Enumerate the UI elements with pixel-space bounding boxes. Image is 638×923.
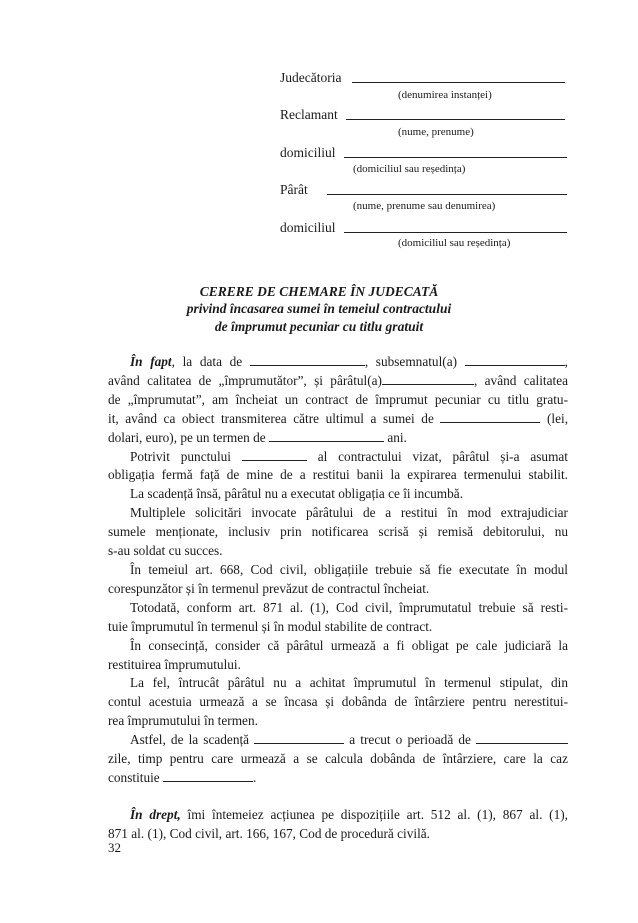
sum-blank [440, 411, 540, 423]
term-blank [269, 430, 384, 442]
point-blank [242, 449, 307, 461]
paragraph-2-line-2: obligația fermă față de mine de a restitui banii la expirarea termenului stabilit. [108, 467, 568, 483]
plaintiff-domicile-label: domiciliul [280, 145, 336, 160]
paragraph-6-line-2: tuie împrumutul în termenul și în modul stabilite de contract. [108, 618, 433, 634]
interest-blank [163, 770, 253, 782]
facts-line-3: de „împrumutat”, am încheiat un contract de împrumut pecuniar cu titlu gratu- [108, 391, 568, 407]
plaintiff-domicile-note: (domiciliul sau reședința) [353, 163, 466, 175]
plaintiff-blank [346, 119, 565, 120]
paragraph-8-line-2: contul acestuia urmează a se încasa și dobânda de întârziere pentru nerestitui- [108, 694, 568, 710]
paragraph-9-line-2: zile, timp pentru care urmează a se calcula dobânda de întârziere, care la caz [108, 751, 568, 767]
court-note: (denumirea instanței) [398, 89, 492, 101]
defendant-domicile-blank [344, 232, 567, 233]
paragraph-8-line-1: La fel, întrucât pârâtul nu a achitat împrumutul în termenul stipulat, din [130, 675, 568, 691]
law-line-1: În drept, îmi întemeiez acțiunea pe dispozițiile art. 512 al. (1), 867 al. (1), [130, 806, 568, 822]
date-blank [250, 354, 365, 366]
period-blank [476, 732, 568, 744]
facts-heading: În fapt [130, 354, 172, 369]
paragraph-2-line-1: Potrivit punctului al contractului vizat, pârâtul și-a asumat [130, 448, 569, 464]
plaintiff-note: (nume, prenume) [398, 126, 474, 138]
facts-line-1: În fapt, la data de , subsemnatul(a) , [130, 354, 568, 369]
paragraph-4-line-1: Multiplele solicitări invocate pârâtului de a restitui în mod extrajudiciar [130, 505, 568, 521]
law-line-2: 871 al. (1), Cod civil, art. 166, 167, Cod de procedură civilă. [108, 825, 431, 841]
paragraph-4-line-3: s-au soldat cu succes. [108, 543, 223, 559]
defendant-note: (nume, prenume sau denumirea) [353, 200, 496, 212]
document-title: CERERE DE CHEMARE ÎN JUDECATĂ [199, 284, 439, 299]
plaintiff-label: Reclamant [280, 107, 338, 122]
defendant-name-blank [382, 373, 474, 385]
document-subtitle-2: de împrumut pecuniar cu titlu gratuit [214, 319, 424, 334]
defendant-domicile-note: (domiciliul sau reședința) [398, 237, 511, 249]
court-label: Judecătoria [280, 70, 342, 85]
defendant-label: Pârât [280, 182, 308, 197]
defendant-domicile-label: domiciliul [280, 220, 336, 235]
paragraph-9-line-1: Astfel, de la scadență a trecut o perioadă de [108, 731, 568, 750]
court-blank [352, 82, 565, 83]
law-heading: În drept, [130, 806, 181, 822]
due-date-blank [254, 732, 344, 744]
paragraph-7-line-2: restituirea împrumutului. [108, 656, 241, 672]
page-number: 32 [108, 840, 121, 855]
facts-line-5: dolari, euro), pe un termen de ani. [108, 429, 407, 445]
paragraph-5-line-1: În temeiul art. 668, Cod civil, obligațiile trebuie să fie executate în modul [130, 561, 568, 577]
plaintiff-name-blank [465, 354, 565, 366]
paragraph-3: La scadență însă, pârâtul nu a executat obligația ce îi incumbă. [130, 486, 464, 502]
plaintiff-domicile-blank [344, 157, 567, 158]
defendant-blank [327, 194, 567, 195]
facts-line-4: it, având ca obiect transmiterea către ultimul a sumei de (lei, [108, 410, 569, 426]
paragraph-7-line-1: În consecință, consider că pârâtul urmează a fi obligat pe cale judiciară la [130, 637, 568, 653]
paragraph-4-line-2: sumele menționate, inclusiv prin notificarea scrisă și remisă debitorului, nu [108, 524, 568, 540]
facts-line-2: având calitatea de „împrumutător”, și pârâtul(a) , având calitatea [108, 372, 569, 388]
document-body [108, 353, 568, 844]
paragraph-9-line-3: constituie . [108, 769, 257, 785]
paragraph-6-line-1: Totodată, conform art. 871 al. (1), Cod civil, împrumutatul trebuie să resti- [130, 599, 568, 615]
paragraph-5-line-2: corespunzător și în termenul prevăzut de contractul încheiat. [108, 580, 430, 596]
document-subtitle-1: privind încasarea sumei în temeiul contractului [186, 301, 452, 316]
paragraph-8-line-3: rea împrumutului în termen. [108, 713, 258, 729]
